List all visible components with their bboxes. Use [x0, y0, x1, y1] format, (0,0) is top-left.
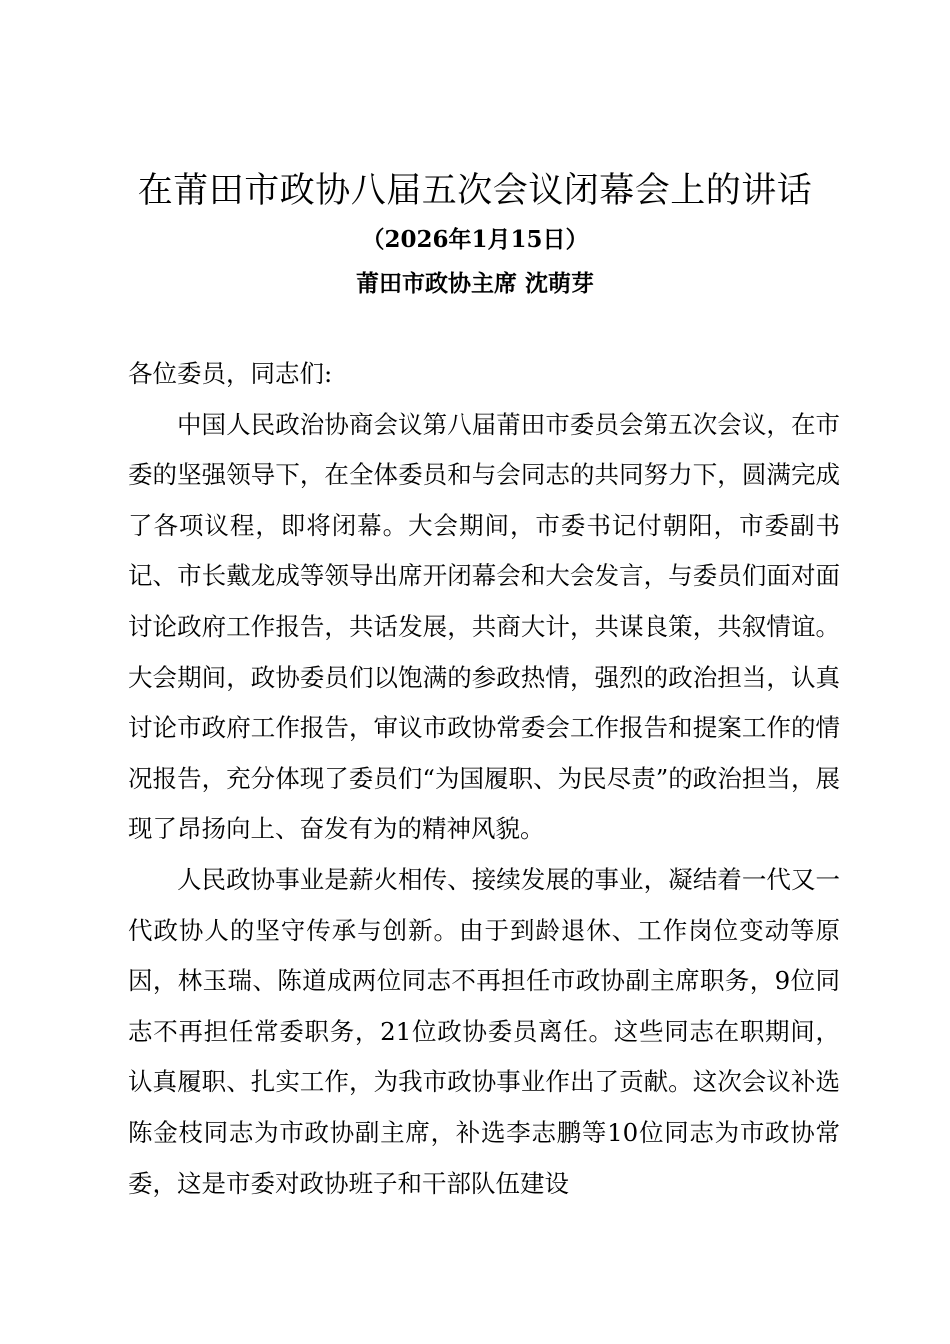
- speech-author: 莆田市政协主席 沈萌芽: [355, 270, 594, 297]
- speech-date: （2026年1月15日）: [361, 226, 589, 253]
- paragraph-1: 中国人民政治协商会议第八届莆田市委员会第五次会议，在市委的坚强领导下，在全体委员和与会同志的共同努力下，圆满完成了各项议程，即将闭幕。大会期间，市委书记付朝阳，市委副书记、市长戴龙成等领导出席开闭幕会和大会发言，与委员们面对面讨论政府工作报告，共话发展，共商大计，共谋良策，共叙情谊。大会期间，政协委员们以饱满的参政热情，强烈的政治担当，认真讨论市政府工作报告，审议市政协常委会工作报告和提案工作的情况报告，充分体现了委员们“为国履职、为民尽责”的政治担当，展现了昂扬向上、奋发有为的精神风貌。: [128, 409, 840, 844]
- speech-body: [128, 349, 840, 1209]
- salutation: 各位委员，同志们:: [128, 359, 333, 388]
- speech-title: 在莆田市政协八届五次会议闭幕会上的讲话: [137, 171, 813, 211]
- paragraph-2: 人民政协事业是薪火相传、接续发展的事业，凝结着一代又一代政协人的坚守传承与创新。由于到龄退休、工作岗位变动等原因，林玉瑞、陈道成两位同志不再担任市政协副主席职务，9位同志不再担任常委职务，21位政协委员离任。这些同志在职期间，认真履职、扎实工作，为我市政协事业作出了贡献。这次会议补选陈金枝同志为市政协副主席，补选李志鹏等10位同志为市政协常委，这是市委对政协班子和干部队伍建设: [128, 864, 840, 1198]
